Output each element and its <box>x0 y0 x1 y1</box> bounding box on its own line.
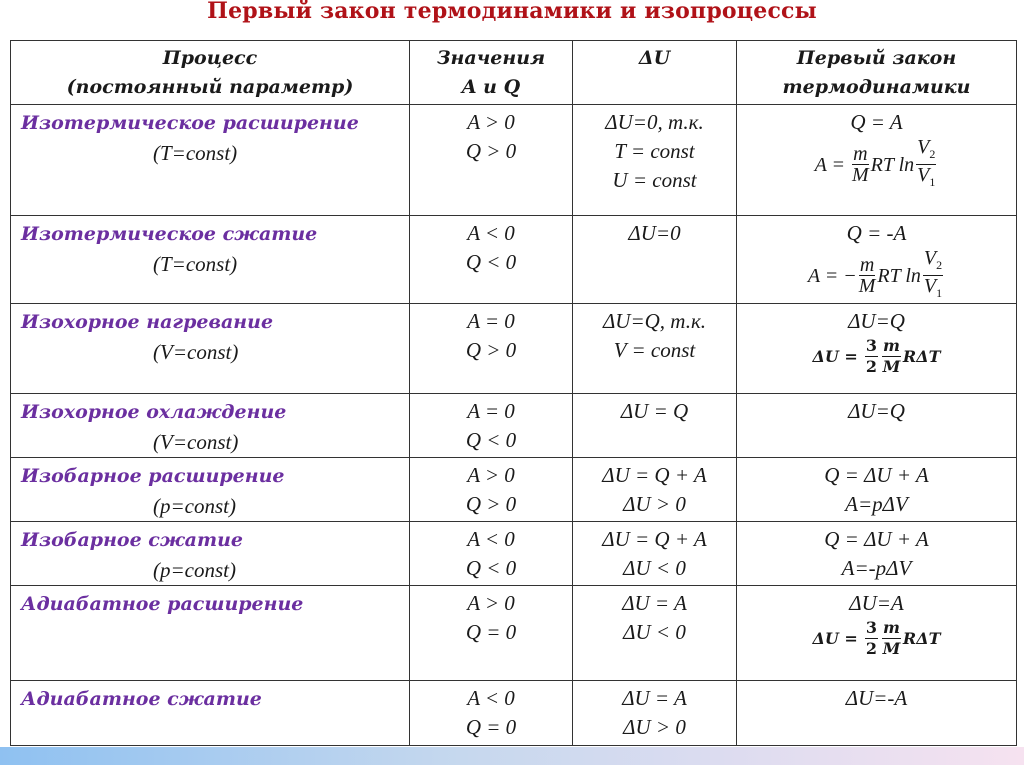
table-row <box>11 681 1017 746</box>
value-a: A > 0 <box>467 463 515 487</box>
process-name: Изохорное нагревание <box>21 311 274 333</box>
header-law-line2: термодинамики <box>782 76 971 98</box>
process-param: (V=const) <box>153 430 239 454</box>
value-a: A < 0 <box>467 527 515 551</box>
work-formula <box>815 137 939 192</box>
formula-sign: − <box>843 264 857 287</box>
values-cell <box>410 586 573 681</box>
du-line: ΔU=Q, т.к. <box>602 309 707 333</box>
value-q: Q < 0 <box>465 556 517 580</box>
du-line: ΔU > 0 <box>623 492 686 516</box>
value-q: Q = 0 <box>465 715 517 739</box>
value-a: A < 0 <box>467 221 515 245</box>
fraction <box>882 336 901 377</box>
values-cell <box>410 394 573 458</box>
fraction <box>882 618 901 659</box>
fraction-den: M <box>882 639 901 658</box>
subscript: 2 <box>929 147 936 161</box>
process-name: Изобарное расширение <box>21 465 285 487</box>
table-row <box>11 586 1017 681</box>
thermodynamics-table <box>10 40 1017 746</box>
fraction-num: m <box>882 618 900 637</box>
law-line: Q = ΔU + A <box>824 463 929 487</box>
formula-lhs: A = <box>814 153 845 176</box>
law-line: Q = A <box>850 110 903 134</box>
law-cell <box>737 304 1017 394</box>
fraction-den: M <box>858 275 876 297</box>
work-formula <box>808 248 945 303</box>
process-name: Изохорное охлаждение <box>21 401 287 423</box>
fraction-den: V <box>923 275 937 297</box>
values-cell <box>410 216 573 304</box>
du-cell <box>573 681 737 746</box>
header-process <box>11 41 410 105</box>
formula-mid: RT ln <box>877 264 921 287</box>
formula-lhs: A = <box>807 264 839 287</box>
process-param: (T=const) <box>153 252 238 276</box>
du-line: ΔU = Q <box>620 399 689 423</box>
process-cell <box>11 458 410 522</box>
values-cell <box>410 105 573 216</box>
table-row <box>11 216 1017 304</box>
fraction <box>916 137 936 192</box>
process-name: Адиабатное сжатие <box>21 688 262 710</box>
du-cell <box>573 586 737 681</box>
du-line: ΔU = Q + A <box>602 463 707 487</box>
values-cell <box>410 458 573 522</box>
value-a: A > 0 <box>467 591 515 615</box>
fraction-den: V <box>917 164 930 186</box>
subscript: 1 <box>936 286 943 300</box>
du-cell <box>573 394 737 458</box>
du-line: U = const <box>612 168 697 192</box>
header-du <box>573 41 737 105</box>
table-row <box>11 105 1017 216</box>
du-cell <box>573 105 737 216</box>
formula-tail: RΔT <box>902 628 941 648</box>
law-cell <box>737 458 1017 522</box>
header-values <box>410 41 573 105</box>
du-line: ΔU = A <box>622 686 687 710</box>
value-a: A < 0 <box>467 686 515 710</box>
value-a: A = 0 <box>467 309 515 333</box>
page-title: Первый закон термодинамики и изопроцессы <box>207 0 817 24</box>
du-line: ΔU=0, т.к. <box>605 110 704 134</box>
value-q: Q < 0 <box>465 250 517 274</box>
formula-lhs: ΔU = <box>812 628 858 648</box>
values-cell <box>410 681 573 746</box>
law-line: A=-pΔV <box>841 556 912 580</box>
decorative-gradient-bar <box>0 747 1024 765</box>
du-line: ΔU > 0 <box>623 715 686 739</box>
du-cell <box>573 522 737 586</box>
process-name: Изотермическое сжатие <box>21 223 318 245</box>
table-row <box>11 522 1017 586</box>
table-header-row <box>11 41 1017 105</box>
table-row <box>11 304 1017 394</box>
subscript: 2 <box>936 258 943 272</box>
process-cell <box>11 105 410 216</box>
fraction-num: V <box>917 136 930 158</box>
value-q: Q > 0 <box>465 338 517 362</box>
law-line: ΔU=Q <box>848 309 905 333</box>
process-cell <box>11 394 410 458</box>
header-first-law <box>737 41 1017 105</box>
fraction-den: 2 <box>865 357 877 376</box>
fraction <box>852 144 869 185</box>
process-param: (p=const) <box>153 494 236 518</box>
header-law-line1: Первый закон <box>796 47 957 69</box>
value-a: A = 0 <box>467 399 515 423</box>
law-cell <box>737 394 1017 458</box>
du-cell <box>573 304 737 394</box>
fraction-num: m <box>882 336 900 355</box>
value-q: Q = 0 <box>465 620 517 644</box>
du-line: ΔU=0 <box>628 221 681 245</box>
du-cell <box>573 458 737 522</box>
process-name: Изотермическое расширение <box>21 112 359 134</box>
law-line: Q = -A <box>846 221 907 245</box>
fraction-num: m <box>859 254 875 276</box>
process-param: (p=const) <box>153 558 236 582</box>
internal-energy-formula <box>812 336 940 377</box>
values-cell <box>410 522 573 586</box>
fraction <box>865 336 878 377</box>
fraction-den: M <box>882 357 901 376</box>
law-line: Q = ΔU + A <box>824 527 929 551</box>
process-name: Изобарное сжатие <box>21 529 243 551</box>
fraction <box>865 618 878 659</box>
du-line: T = const <box>614 139 695 163</box>
fraction-num: V <box>923 247 937 269</box>
du-line: V = const <box>613 338 696 362</box>
header-values-line1: Значения <box>436 47 546 69</box>
table-row <box>11 394 1017 458</box>
law-line: ΔU=A <box>849 591 904 615</box>
fraction <box>859 255 876 296</box>
process-cell <box>11 522 410 586</box>
process-cell <box>11 304 410 394</box>
law-cell <box>737 681 1017 746</box>
du-line: ΔU < 0 <box>623 620 686 644</box>
value-q: Q > 0 <box>465 139 517 163</box>
value-q: Q > 0 <box>465 492 517 516</box>
du-line: ΔU = A <box>622 591 687 615</box>
law-cell <box>737 586 1017 681</box>
process-cell <box>11 216 410 304</box>
fraction <box>923 248 943 303</box>
table-row <box>11 458 1017 522</box>
internal-energy-formula <box>812 618 940 659</box>
value-a: A > 0 <box>467 110 515 134</box>
header-process-line2: (постоянный параметр) <box>66 76 354 98</box>
header-process-line1: Процесс <box>162 47 258 69</box>
du-line: ΔU = Q + A <box>602 527 707 551</box>
law-cell <box>737 216 1017 304</box>
fraction-num: 3 <box>865 336 877 355</box>
process-cell <box>11 586 410 681</box>
header-du-label: ΔU <box>638 47 671 69</box>
law-line: ΔU=Q <box>848 399 905 423</box>
fraction-num: m <box>853 143 868 165</box>
formula-tail: RΔT <box>902 346 941 366</box>
law-line: ΔU=-A <box>845 686 908 710</box>
subscript: 1 <box>929 175 936 189</box>
law-cell <box>737 105 1017 216</box>
formula-mid: RT ln <box>870 153 915 176</box>
process-param: (T=const) <box>153 141 238 165</box>
du-cell <box>573 216 737 304</box>
law-line: A=pΔV <box>845 492 908 516</box>
process-param: (V=const) <box>153 340 239 364</box>
header-values-line2: A и Q <box>461 76 521 98</box>
du-line: ΔU < 0 <box>623 556 686 580</box>
values-cell <box>410 304 573 394</box>
law-cell <box>737 522 1017 586</box>
fraction-num: 3 <box>865 618 877 637</box>
fraction-den: M <box>851 164 869 186</box>
formula-lhs: ΔU = <box>812 346 858 366</box>
value-q: Q < 0 <box>465 428 517 452</box>
fraction-den: 2 <box>865 639 877 658</box>
process-name: Адиабатное расширение <box>21 593 304 615</box>
process-cell <box>11 681 410 746</box>
